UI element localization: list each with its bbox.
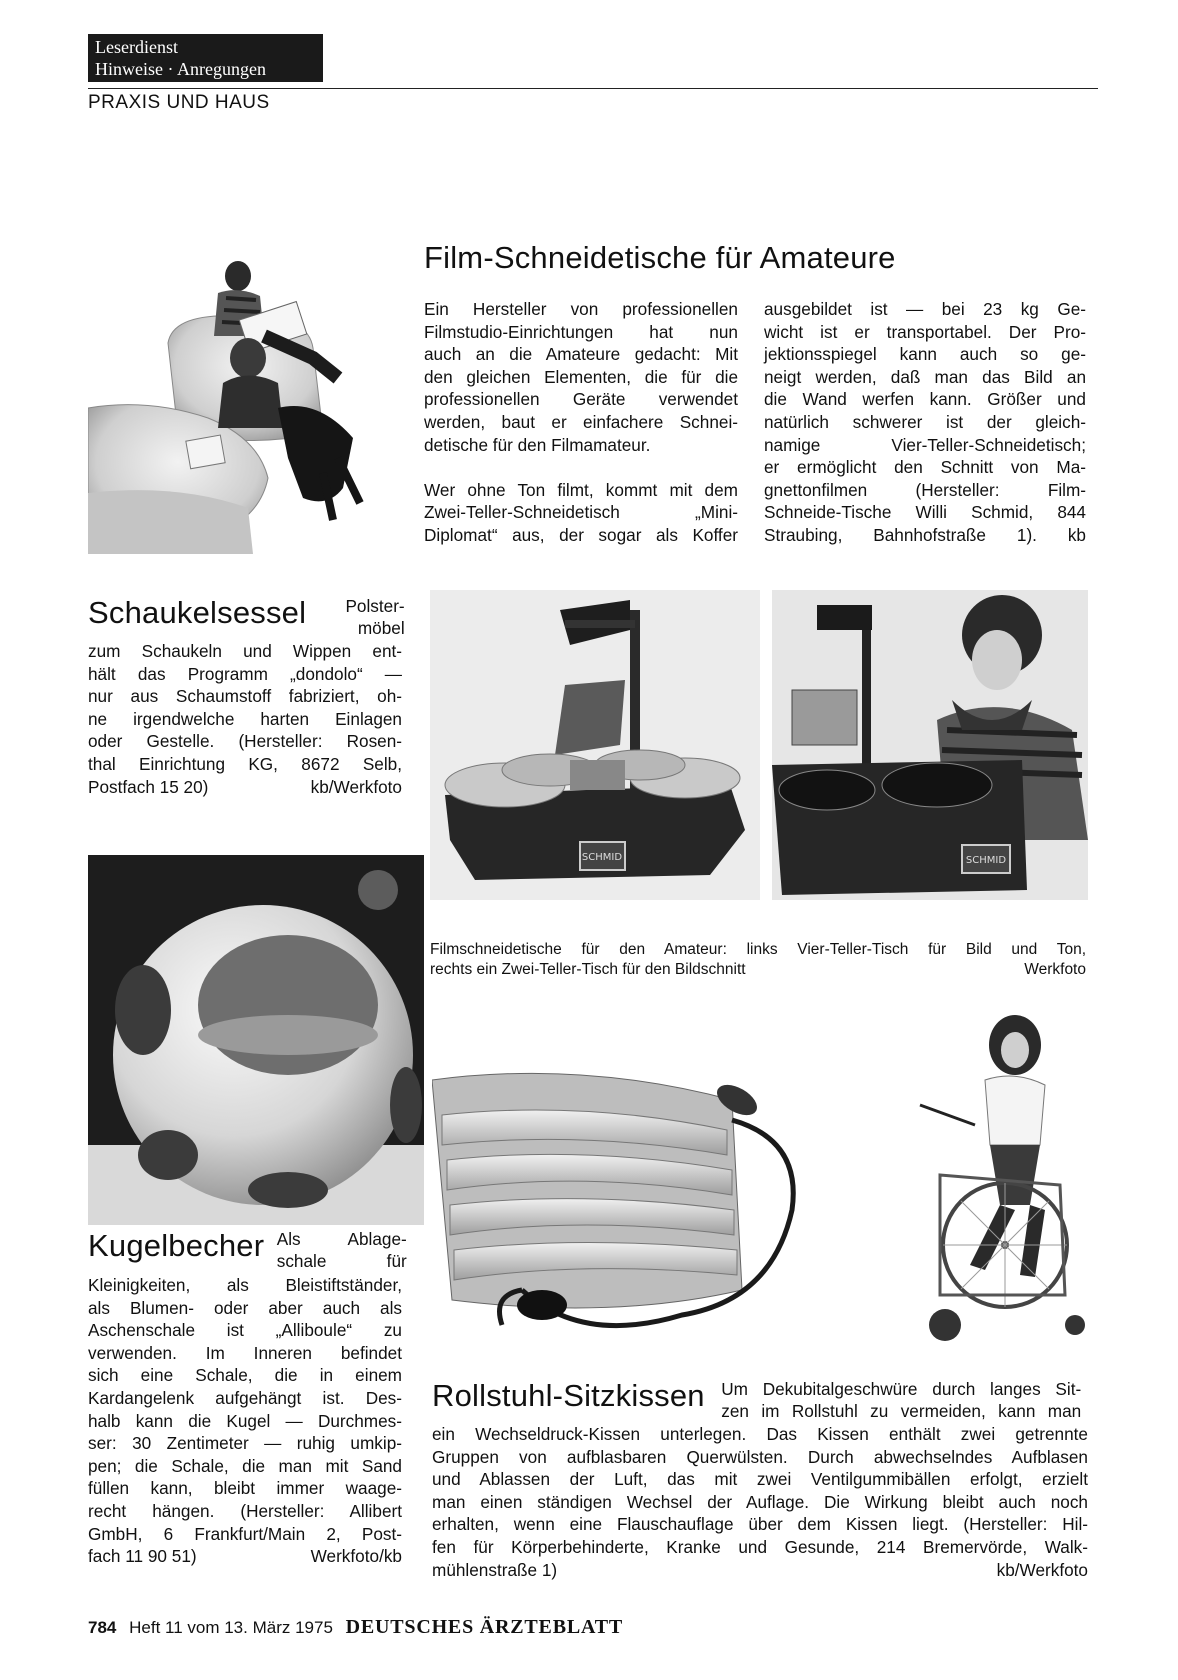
text-line: und Ablassen der Luft, das mit zwei Ventilgummibällen erfolgt, erzielt (432, 1469, 1088, 1490)
text-line: erhalten, wenn eine Flauschauflage über dem Kissen liegt. (Hersteller: Hil- (432, 1514, 1088, 1535)
rollstuhl-text (432, 1423, 1088, 1581)
text-line: ausgebildet ist — bei 23 kg Ge- (764, 299, 1086, 319)
text-line: Kleinigkeiten, als Bleistiftständer, (88, 1275, 402, 1295)
text-line: Gruppen von aufblasbaren Querwülsten. Durch abwechselndes Aufblasen (432, 1446, 1088, 1467)
text-line: sich eine Schale, die in einem (88, 1365, 402, 1386)
rollstuhl-side-text (721, 1378, 1081, 1422)
text-line: thal Einrichtung KG, 8672 Selb, (88, 753, 402, 774)
headline-rollstuhl: Rollstuhl-Sitzkissen (432, 1378, 705, 1413)
credit: kb/Werkfoto (996, 1559, 1088, 1580)
caption-text: rechts ein Zwei-Teller-Tisch für den Bildschnitt (430, 961, 746, 978)
photo-kugelbecher (88, 855, 424, 1225)
film-caption (430, 940, 1086, 980)
photo-sitzkissen (432, 1060, 862, 1360)
text-line: man einen ständigen Wechsel der Auflage. Die Wirkung bleibt auch noch (432, 1491, 1088, 1512)
brand-label: SCHMID (581, 852, 623, 863)
text-line: pen; die Schale, die man mit Sand (88, 1455, 402, 1476)
text-line: Ein Hersteller von professionellen (424, 299, 738, 319)
text-line: Schneide-Tische Willi Schmid, 844 (764, 502, 1086, 523)
schaukel-title-row (88, 595, 405, 639)
badge-line-2: Hinweise · Anregungen (95, 59, 266, 79)
text-line: detische für den Filmamateur. (424, 434, 651, 455)
headline-schaukelsessel: Schaukelsessel (88, 595, 307, 630)
issue-info: Heft 11 vom 13. März 1975 (129, 1618, 333, 1637)
text-line: halb kann die Kugel — Durchmes- (88, 1410, 402, 1431)
text-line: hält das Programm „dondolo“ — (88, 663, 402, 684)
badge-line-1: Leserdienst (95, 37, 178, 57)
photo-zwei-teller-tisch (772, 590, 1088, 900)
section-title: PRAXIS UND HAUS (88, 92, 270, 113)
rollstuhl-title-row (432, 1378, 1088, 1422)
page-number: 784 (88, 1618, 117, 1637)
headline-kugelbecher: Kugelbecher (88, 1228, 265, 1263)
journal-name: DEUTSCHES ÄRZTEBLATT (345, 1616, 624, 1638)
text-line: den gleichen Elementen, die für die (424, 366, 738, 387)
text-line: namige Vier-Teller-Schneidetisch; (764, 434, 1086, 455)
schaukel-text (88, 640, 402, 798)
photo-schaukelsessel (88, 258, 424, 554)
photo-rollstuhl (880, 1005, 1090, 1360)
text-line: verwenden. Im Inneren befindet (88, 1342, 402, 1363)
kugel-side-text (277, 1228, 407, 1272)
text-line: füllen kann, bleibt immer waage- (88, 1478, 402, 1499)
text-line: professionellen Geräte verwendet (424, 389, 738, 410)
text-line: möbel (357, 618, 405, 638)
film-text-column-2 (764, 298, 1086, 547)
text-line: nur aus Schaumstoff fabriziert, oh- (88, 686, 402, 707)
text-line: Um Dekubitalgeschwüre durch langes Sit- (721, 1379, 1082, 1399)
leserdienst-badge (88, 34, 323, 82)
text-line-last (432, 1559, 1088, 1582)
text-line: Straubing, Bahnhofstraße 1). kb (764, 524, 1086, 545)
text-line: Filmstudio-Einrichtungen hat nun (424, 321, 738, 342)
text-line: GmbH, 6 Frankfurt/Main 2, Post- (88, 1523, 402, 1544)
text-line: Aschenschale ist „Alliboule“ zu (88, 1320, 402, 1341)
text-line: ein Wechseldruck-Kissen unterlegen. Das Kissen enthält zwei getrennte (432, 1424, 1088, 1444)
text-line: zum Schaukeln und Wippen ent- (88, 641, 402, 661)
text-line: fen für Körperbehinderte, Kranke und Gesunde, 214 Bremervörde, Walk- (432, 1536, 1088, 1557)
text-line: gnettonfilmen (Hersteller: Film- (764, 479, 1086, 500)
text-line: die Wand werfen kann. Größer und (764, 389, 1086, 410)
text-line-last (88, 776, 402, 799)
text-line: er ermöglicht den Schnitt von Ma- (764, 457, 1086, 478)
text-line: schale für (276, 1251, 407, 1271)
kugel-title-row (88, 1228, 407, 1272)
caption-line: Filmschneidetische für den Amateur: links Vier-Teller-Tisch für Bild und Ton, (430, 941, 1086, 958)
text-line: Wer ohne Ton filmt, kommt mit dem (424, 479, 738, 500)
text-line: natürlich schwerer ist der gleich- (764, 411, 1086, 432)
photo-vier-teller-tisch (430, 590, 760, 900)
schaukel-side-text (321, 595, 405, 639)
brand-label: SCHMID (965, 855, 1007, 866)
text-line: zen im Rollstuhl zu vermeiden, kann man (721, 1401, 1082, 1421)
text-line: Diplomat“ aus, der sogar als Koffer (424, 524, 738, 545)
text-line: Zwei-Teller-Schneidetisch „Mini- (424, 502, 738, 523)
text-fragment: Postfach 15 20) (88, 776, 209, 797)
header-rule (88, 88, 1098, 89)
text-line: werden, baut er einfachere Schnei- (424, 411, 738, 432)
text-line: neigt werden, daß man das Bild an (764, 366, 1086, 387)
text-line: wicht ist er transportabel. Der Pro- (764, 321, 1086, 342)
credit: kb/Werkfoto (310, 776, 402, 797)
credit: Werkfoto (1024, 961, 1086, 978)
kugel-text (88, 1274, 402, 1568)
text-line: Als Ablage- (276, 1229, 407, 1249)
caption-line-last (430, 960, 1086, 980)
text-line: recht hängen. (Hersteller: Allibert (88, 1500, 402, 1521)
text-line: Kardangelenk aufgehängt ist. Des- (88, 1387, 402, 1408)
text-line: als Blumen- oder aber auch als (88, 1297, 402, 1318)
text-line: ser: 30 Zentimeter — ruhig umkip- (88, 1433, 402, 1454)
paragraph-gap (424, 456, 738, 479)
page-footer (88, 1616, 623, 1639)
headline-film: Film-Schneidetische für Amateure (424, 240, 896, 275)
text-fragment: fach 11 90 51) (88, 1546, 197, 1567)
text-line: Polster- (345, 596, 405, 616)
text-line: auch an die Amateure gedacht: Mit (424, 344, 738, 365)
text-line: ne irgendwelche harten Einlagen (88, 708, 402, 729)
film-text-column-1 (424, 298, 738, 547)
text-line: oder Gestelle. (Hersteller: Rosen- (88, 731, 402, 752)
text-line: jektionsspiegel kann auch so ge- (764, 344, 1086, 365)
credit: Werkfoto/kb (310, 1546, 402, 1567)
text-fragment: mühlenstraße 1) (432, 1559, 558, 1580)
text-line-last (88, 1545, 402, 1568)
